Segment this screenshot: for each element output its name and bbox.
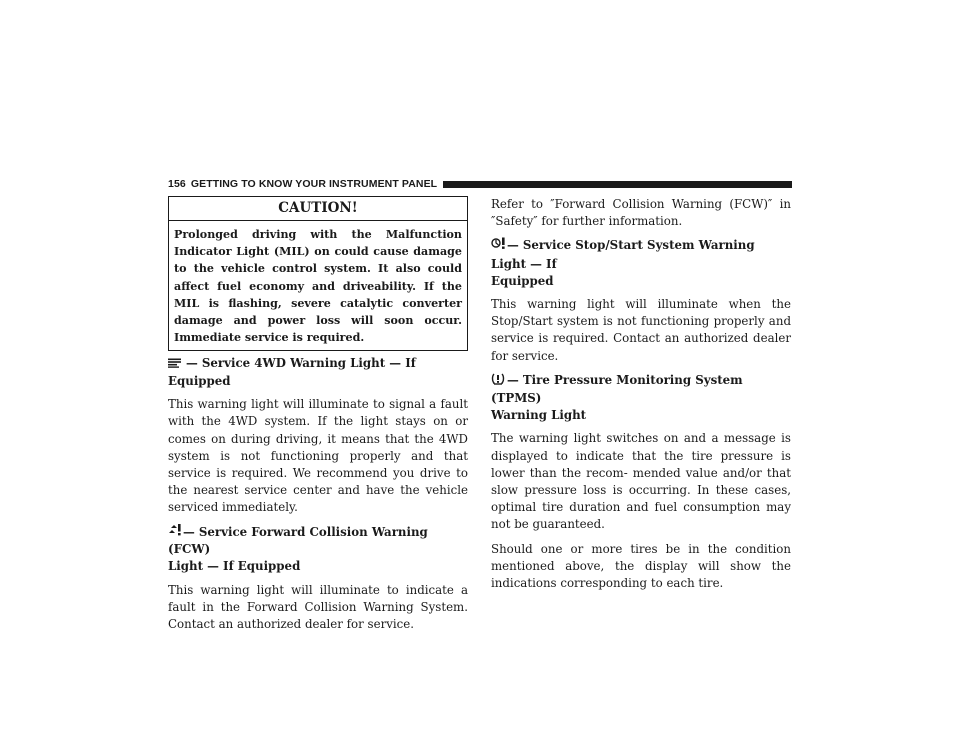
tire-pressure-icon <box>491 372 505 390</box>
section-title: GETTING TO KNOW YOUR INSTRUMENT PANEL <box>190 178 438 190</box>
tpms-heading-line2: Warning Light <box>491 408 587 423</box>
caution-text: Prolonged driving with the Malfunction Indicator Light (MIL) on could cause damage to the vehicle control system. It also could affect fuel economy and driveability. If the MIL is flashing, severe catalytic converter damage and power loss will soon occur. Immediate service is required. <box>174 228 462 345</box>
stop-start-body: This warning light will illuminate when the Stop/Start system is not functioning properly and service is required. Contact an authorized dealer for service. <box>491 297 791 363</box>
service-4wd-heading <box>168 355 468 390</box>
service-fcw-heading <box>168 524 468 576</box>
tpms-heading <box>491 372 791 425</box>
page-header <box>168 177 792 191</box>
caution-box <box>168 196 468 351</box>
left-column <box>168 196 468 633</box>
service-4wd-body: This warning light will illuminate to signal a fault with the 4WD system. If the light stays on or comes on during driving, it means that the 4WD system is not functioning properly and that service is required. We recommend you drive to the nearest service center and have the vehicle serviced immediately. <box>168 397 468 515</box>
stop-start-heading <box>491 237 791 290</box>
serv-4wd-icon <box>168 356 182 373</box>
caution-title: CAUTION! <box>169 197 467 221</box>
fcw-reference: Refer to ″Forward Collision Warning (FCW)″ in ″Safety″ for further information. <box>491 197 791 229</box>
stop-start-heading-line1: — Service Stop/Start System Warning Light — If <box>491 238 755 271</box>
service-fcw-heading-line1: — Service Forward Collision Warning (FCW) <box>168 524 428 557</box>
tpms-heading-line1: — Tire Pressure Monitoring System (TPMS) <box>491 372 743 406</box>
service-fcw-heading-line2: Light — If Equipped <box>168 559 301 574</box>
tpms-body-2: Should one or more tires be in the condition mentioned above, the display will show the indications corresponding to each tire. <box>491 541 791 591</box>
right-column <box>491 196 791 592</box>
page-number: 156 <box>168 178 186 190</box>
tpms-body-1: The warning light switches on and a message is displayed to indicate that the tire pressure is lower than the recom- mended value and/or that slow pressure loss is occurring. In these cases, optimal tire duration and fuel consumption may not be guaranteed. <box>491 431 791 532</box>
service-4wd-heading-text: — Service 4WD Warning Light — If Equipped <box>168 356 416 389</box>
service-fcw-body: This warning light will illuminate to indicate a fault in the Forward Collision Warning System. Contact an authorized dealer for service. <box>168 582 468 632</box>
fcw-warning-icon <box>168 524 182 541</box>
stop-start-heading-line2: Equipped <box>491 273 554 288</box>
stop-start-warning-icon <box>491 237 506 255</box>
header-rule <box>443 181 792 188</box>
